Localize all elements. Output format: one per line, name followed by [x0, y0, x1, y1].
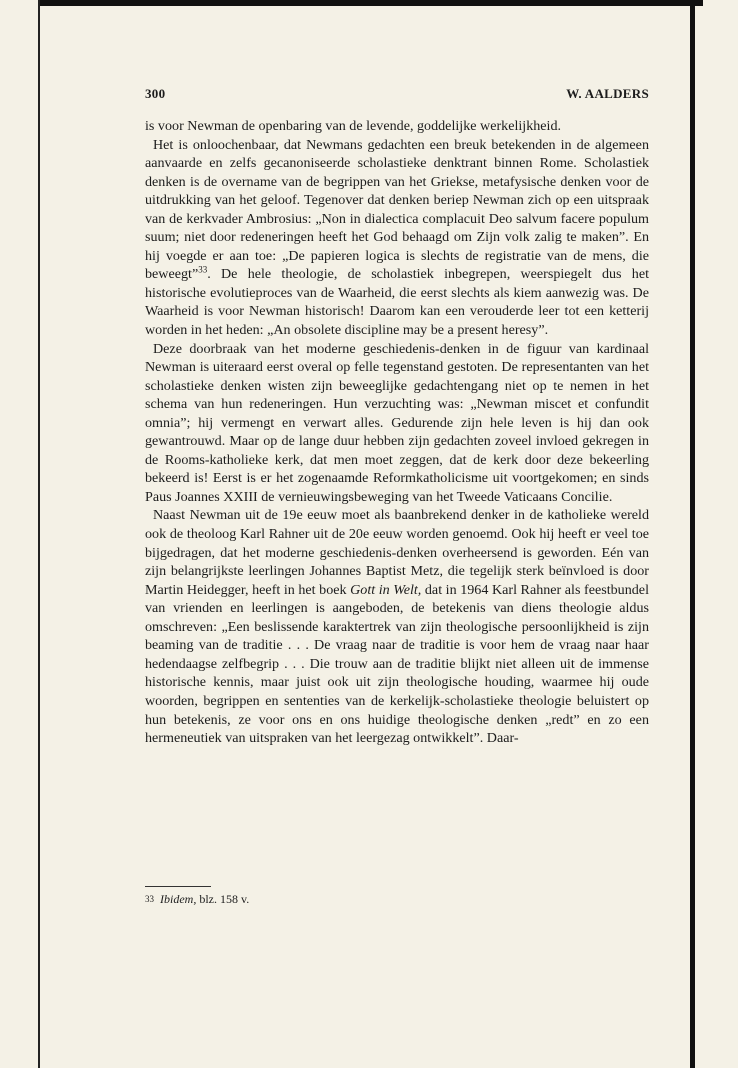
footnote-rest: blz. 158 v. [196, 892, 250, 906]
body-text [145, 117, 649, 748]
footnote-rule [145, 886, 211, 887]
paragraph [145, 506, 649, 747]
text-run: Naast Newman uit de 19e eeuw moet als baanbrekend denker in de katholieke wereld ook de theoloog Karl Rahner uit de 20e eeuw worden genoemd. Ook hij heeft er veel toe bijgedragen, dat het moderne geschiedenis-denken overheersend is geworden. Eén van zijn belangrijkste leerlingen Johannes Baptist Metz, die tegelijk sterk beïnvloed is door Martin Heidegger, heeft in het boek [145, 507, 649, 598]
running-author: W. AALDERS [566, 86, 649, 101]
footnote [145, 892, 249, 907]
page-right-edge [690, 0, 695, 1068]
paragraph [145, 117, 649, 136]
footnote-number: 33 [145, 894, 154, 904]
page-top-edge [38, 0, 703, 6]
footnote-source: Ibidem, [160, 892, 197, 906]
paragraph [145, 340, 649, 507]
page-number: 300 [145, 86, 166, 101]
paragraph [145, 136, 649, 340]
page-left-edge [38, 0, 40, 1068]
text-run: dat in 1964 Karl Rahner als feestbundel van vrienden en leerlingen is aangeboden, de betekenis van diens theologie aldus omschreven: „Een beslissende karaktertrek van zijn theologische persoonlijkheid is zijn beaming van de traditie . . . De vraag naar de traditie is voor hem de vraag naar haar hedendaagse zelfbegrip . . . Die trouw aan de traditie blijkt niet alleen uit de immense historische kennis, maar juist ook uit zijn theologische houding, waarmee hij oude woorden, begrippen en sententies van de kerkelijk-scholastieke theologie beluistert op hun betekenis, ze voor ons en ons huidige theologische denken „redt” en zo een hermeneutiek van uitspraken van het leergezag ontwikkelt”. Daar- [145, 581, 649, 747]
book-title: Gott in Welt, [350, 581, 422, 598]
text-run: is voor Newman de openbaring van de levende, goddelijke werkelijkheid. [145, 118, 562, 134]
text-run: Deze doorbraak van het moderne geschiedenis-denken in de figuur van kardinaal Newman is uiteraard eerst overal op felle tegenstand gestoten. De representanten van het scholastieke denken wisten zijn beweeglijke gedachtengang niet op te nemen in het schema van hun redeneringen. Hun verzuchting was: „Newman miscet et confundit omnia”; hij vermengt en verwart alles. Gedurende zijn hele leven is hij dan ook gewantrouwd. Maar op de lange duur hebben zijn gedachten zoveel invloed gekregen in de Rooms-katholieke kerk, dat men moet zeggen, dat de kerk door deze bekeerling bekeerd is! Eerst is er het zogenaamde Reformkatholicisme uit voortgekomen; en sinds Paus Joannes XXIII de vernieuwingsbeweging van het Tweede Vaticaans Concilie. [145, 340, 649, 505]
footnote-ref: 33 [198, 264, 208, 275]
text-run: . De hele theologie, de scholastiek inbegrepen, weerspiegelt dus het historische evolutieproces van de Waarheid, die eerst slechts als kiem aanwezig was. De Waarheid is voor Newman historisch! Daarom kan een verouderde leer tot een ketterij worden in het heden: „An obsolete discipline may be a present heresy”. [145, 266, 649, 339]
text-run: Het is onloochenbaar, dat Newmans gedachten een breuk betekenden in de algemeen aanvaarde en zelfs gecanoniseerde scholastieke denktrant binnen Rome. Scholastiek denken is de overname van de begrippen van het Griekse, metafysische denken voor de uitdrukking van het geloof. Tegenover dat denken beriep Newman zich op een uitspraak van de kerkvader Ambrosius: „Non in dialectica complacuit Deo salvum facere populum suum; niet door redeneringen heeft het God behaagd om Zijn volk zalig te maken”. En hij voegde er aan toe: „De papieren logica is slechts de registratie van de mens, die beweegt” [145, 136, 649, 283]
